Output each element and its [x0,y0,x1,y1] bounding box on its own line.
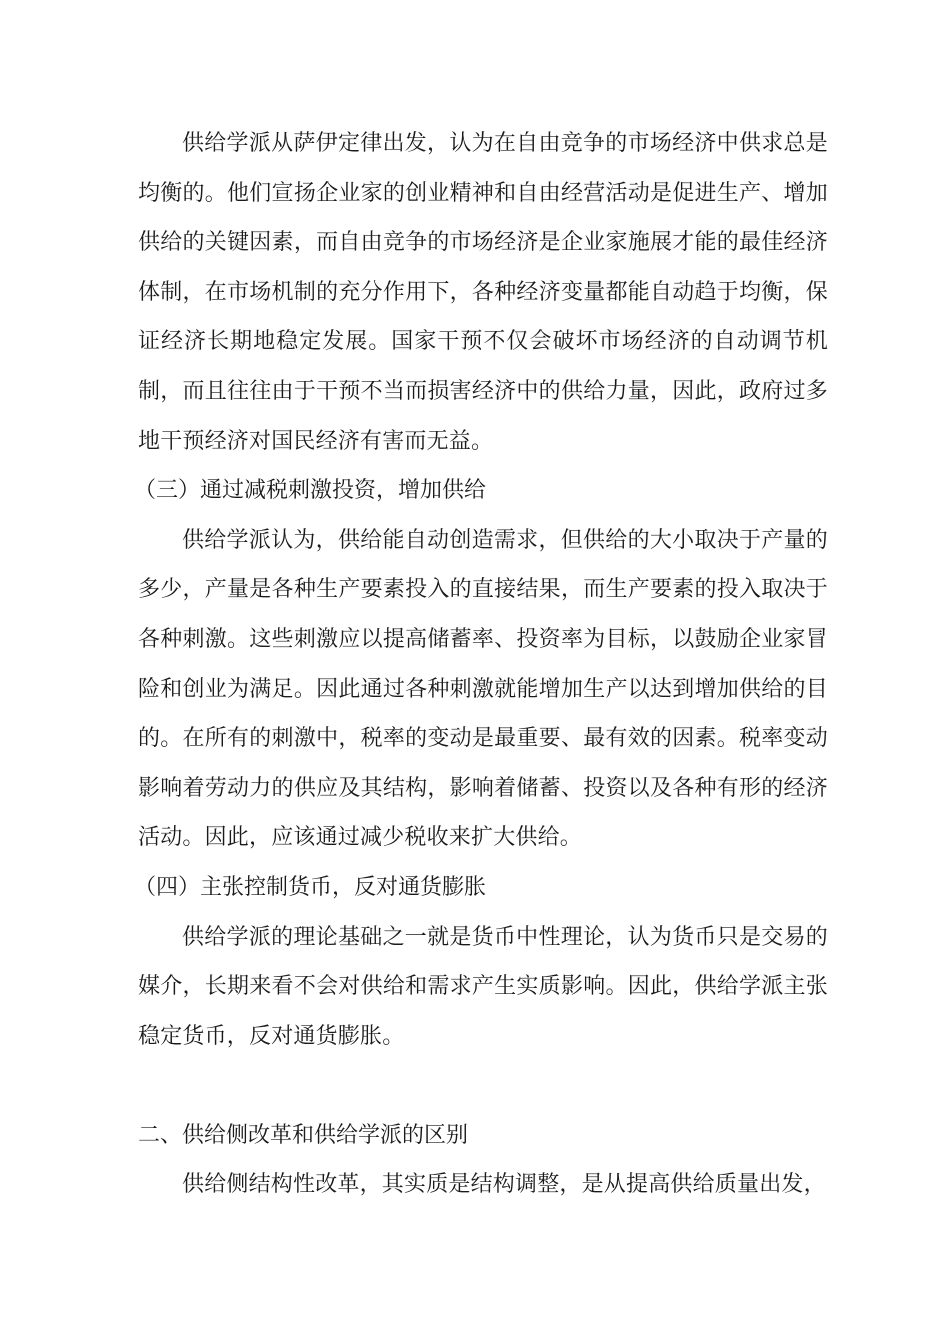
paragraph-monetary-neutrality: 供给学派的理论基础之一就是货币中性理论，认为货币只是交易的媒介，长期来看不会对供给和需求产生实质影响。因此，供给学派主张稳定货币，反对通货膨胀。 [138,924,828,1049]
subheading-monetary-control: （四）主张控制货币，反对通货膨胀 [134,874,487,900]
subheading-tax-cut: （三）通过减税刺激投资，增加供给 [134,478,487,504]
paragraph-incentives: 供给学派认为，供给能自动创造需求，但供给的大小取决于产量的多少，产量是各种生产要素投入的直接结果，而生产要素的投入取决于各种刺激。这些刺激应以提高储蓄率、投资率为目标，以鼓励企业家冒险和创业为满足。因此通过各种刺激就能增加生产以达到增加供给的目的。在所有的刺激中，税率的变动是最重要、最有效的因素。税率变动影响着劳动力的供应及其结构，影响着储蓄、投资以及各种有形的经济活动。因此，应该通过减少税收来扩大供给。 [138,527,828,851]
document-body [134,119,828,1210]
paragraph-say-law: 供给学派从萨伊定律出发，认为在自由竞争的市场经济中供求总是均衡的。他们宣扬企业家的创业精神和自由经营活动是促进生产、增加供给的关键因素，而自由竞争的市场经济是企业家施展才能的最佳经济体制，在市场机制的充分作用下，各种经济变量都能自动趋于均衡，保证经济长期地稳定发展。国家干预不仅会破坏市场经济的自动调节机制，而且往往由于干预不当而损害经济中的供给力量，因此，政府过多地干预经济对国民经济有害而无益。 [138,131,828,454]
section-heading-differences: 二、供给侧改革和供给学派的区别 [138,1122,469,1148]
paragraph-structural-reform: 供给侧结构性改革，其实质是结构调整，是从提高供给质量出发， [182,1172,826,1198]
